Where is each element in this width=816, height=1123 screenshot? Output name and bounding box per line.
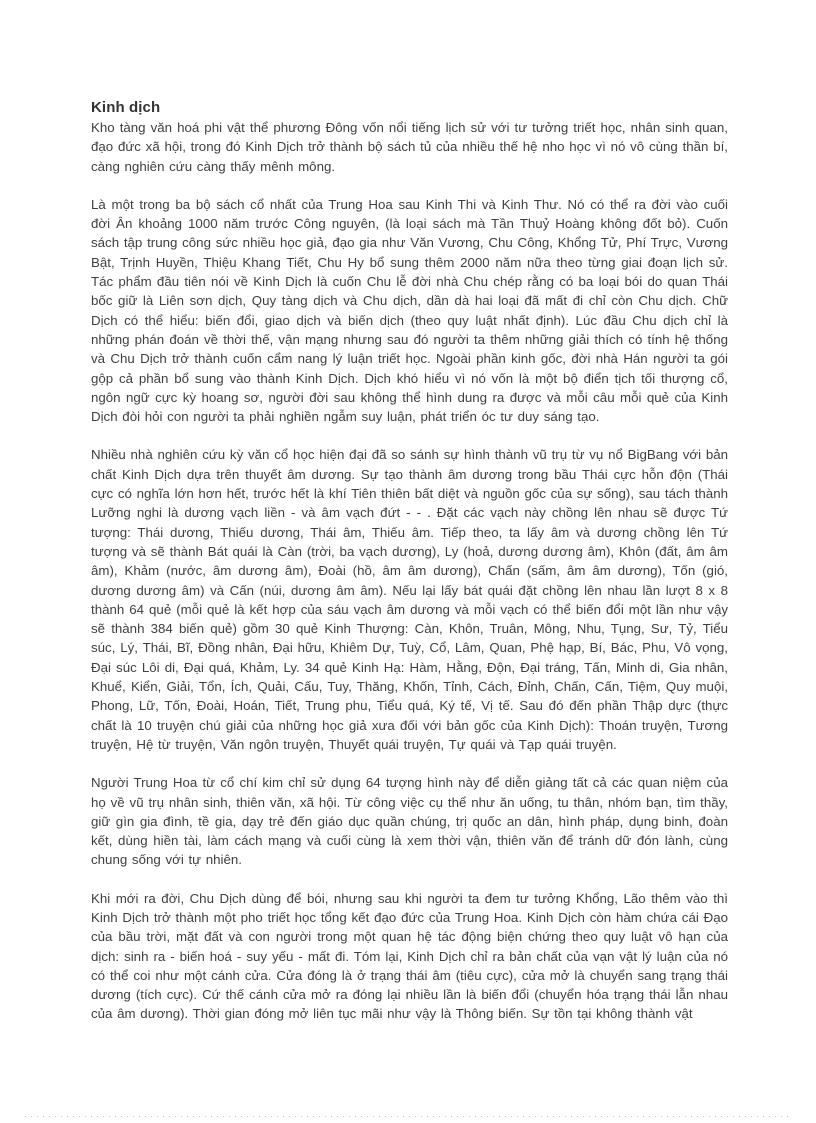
paragraph-am-duong-bat-quai: Nhiều nhà nghiên cứu kỳ văn cổ học hiện đại đã so sánh sự hình thành vũ trụ từ vụ nổ BigBang với bản chất Kinh Dịch dựa trên thuyết âm dương. Sự tạo thành âm dương trong bầu Thái cực hỗn độn (Thái cực có nghĩa lớn hơn hết, trước hết là khí Tiên thiên bất diệt và nguồn gốc của sự sống), sau tách thành Lưỡng nghi là dương vạch liền - và âm vạch đứt - - . Đặt các vạch này chồng lên nhau sẽ được Tứ tượng: Thái dương, Thiếu dương, Thái âm, Thiếu âm. Tiếp theo, ta lấy âm và dương chồng lên Tứ tượng và sẽ thành Bát quái là Càn (trời, ba vạch dương), Ly (hoả, dương dương âm), Khôn (đất, âm âm âm), Khảm (nước, âm dương âm), Đoài (hồ, âm âm dương), Chấn (sấm, âm âm dương), Tốn (gió, dương dương âm) và Cấn (núi, dương âm âm). Nếu lại lấy bát quái đặt chồng lên nhau lần lượt 8 x 8 thành 64 quẻ (mỗi quẻ là kết hợp của sáu vạch âm dương và mỗi vạch có thể biến đổi một lần như vậy sẽ thành 384 biến quẻ) gồm 30 quẻ Kinh Thượng: Càn, Khôn, Truân, Mông, Nhu, Tụng, Sư, Tỷ, Tiểu súc, Lý, Thái, Bĩ, Đồng nhân, Đại hữu, Khiêm Dự, Tuỳ, Cổ, Lâm, Quan, Phệ hạp, Bí, Bác, Phu, Vô vọng, Đại súc Lôi di, Đại quá, Khảm, Ly. 34 quẻ Kinh Hạ: Hàm, Hằng, Độn, Đại tráng, Tấn, Minh di, Gia nhân, Khuể, Kiển, Giải, Tổn, Ích, Quải, Cấu, Tuy, Thăng, Khốn, Tỉnh, Cách, Đỉnh, Chấn, Cấn, Tiệm, Quy muội, Phong, Lữ, Tốn, Đoài, Hoán, Tiết, Trung phu, Tiểu quá, Ký tế, Vị tế. Sau đó đến phần Thập dực (thực chất là 10 truyện chú giải của những học giả xưa đối với bản gốc của Kinh Dịch): Thoán truyện, Tương truyện, Hệ từ truyện, Văn ngôn truyện, Thuyết quái truyện, Tự quái và Tạp quái truyện. [91, 447, 728, 752]
paragraph-history: Là một trong ba bộ sách cổ nhất của Trung Hoa sau Kinh Thi và Kinh Thư. Nó có thể ra đời vào cuối đời Ân khoảng 1000 năm trước Công nguyên, (là loại sách mà Tần Thuỷ Hoàng không đốt bỏ). Cuốn sách tập trung công sức nhiều học giả, đạo gia như Văn Vương, Chu Công, Khổng Tử, Phí Trực, Vương Bật, Trịnh Huyền, Thiệu Khang Tiết, Chu Hy bổ sung thêm 2000 năm nữa theo từng giai đoạn lịch sử. Tác phẩm đầu tiên nói về Kinh Dịch là cuốn Chu lễ đời nhà Chu chép rằng có ba loại bói do quan Thái bốc giữ là Liên sơn dịch, Quy tàng dịch và Chu dịch, dần dà hai loại đã mất đi chỉ còn Chu dịch. Chữ Dịch có thể hiểu: biến đổi, giao dịch và biến dịch (theo quy luật nhất định). Lúc đầu Chu dịch chỉ là những phán đoán về thời thế, vận mạng nhưng sau đó người ta thêm những giải thích có tính hệ thống và Chu Dịch trở thành cuốn cẩm nang lý luận triết học. Ngoài phần kinh gốc, đời nhà Hán người ta gói gộp cả phần bổ sung vào thành Kinh Dịch. Dịch khó hiểu vì nó vốn là một bộ điển tịch tối thượng cổ, ngôn ngữ cực kỳ hoang sơ, người đời sau không thể hình dung ra được và mỗi câu mỗi quẻ của Kinh Dịch đòi hỏi con người ta phải nghiền ngẫm suy luận, phát triển óc tư duy sáng tạo. [91, 196, 728, 425]
paragraph-intro: Kho tàng văn hoá phi vật thể phương Đông vốn nổi tiếng lịch sử với tư tưởng triết học, nhân sinh quan, đạo đức xã hội, trong đó Kinh Dịch trở thành bộ sách tủ của nhiều thế hệ nho học vì nó vô cùng thần bí, càng nghiên cứu càng thấy mênh mông. [91, 120, 728, 174]
paragraph-chu-dich-boi: Khi mới ra đời, Chu Dịch dùng để bói, nhưng sau khi người ta đem tư tưởng Khổng, Lão thêm vào thì Kinh Dịch trở thành một pho triết học tổng kết đạo đức của Trung Hoa. Kinh Dịch còn hàm chứa cái Đạo của bầu trời, mặt đất và con người trong một quan hệ tác động biện chứng theo quy luật vô hạn của dịch: sinh ra - biến hoá - suy yếu - mất đi. Tóm lại, Kinh Dịch chỉ ra bản chất của vạn vật lý luận của nó có thể coi như một cánh cửa. Cửa đóng là ở trạng thái âm (tiêu cực), cửa mở là chuyển sang trạng thái dương (tích cực). Cứ thế cánh cửa mở ra đóng lại nhiều lần là biến đổi (chuyển hóa trạng thái lẫn nhau của âm dương). Thời gian đóng mở liên tục mãi như vậy là Thông biến. Sự tồn tại không thành vật [91, 890, 728, 1022]
document-title: Kinh dịch [91, 99, 161, 116]
paragraph-64-tuong-hinh: Người Trung Hoa từ cổ chí kim chỉ sử dụng 64 tượng hình này để diễn giảng tất cả các quan niệm của họ về vũ trụ nhân sinh, thiên văn, xã hội. Từ công việc cụ thể như ăn uống, tu thân, nhóm bạn, tìm thầy, giữ gìn gia đình, tề gia, dạy trẻ đến giáo dục quần chúng, trị quốc an dân, hình pháp, dụng binh, đoàn kết, dùng hiền tài, làm cách mạng và cuối cùng là xem thời vận, thiên văn để tránh dữ đón lành, cùng chung sống với tự nhiên. [91, 775, 728, 868]
page-break-dotted-line [25, 1116, 792, 1118]
